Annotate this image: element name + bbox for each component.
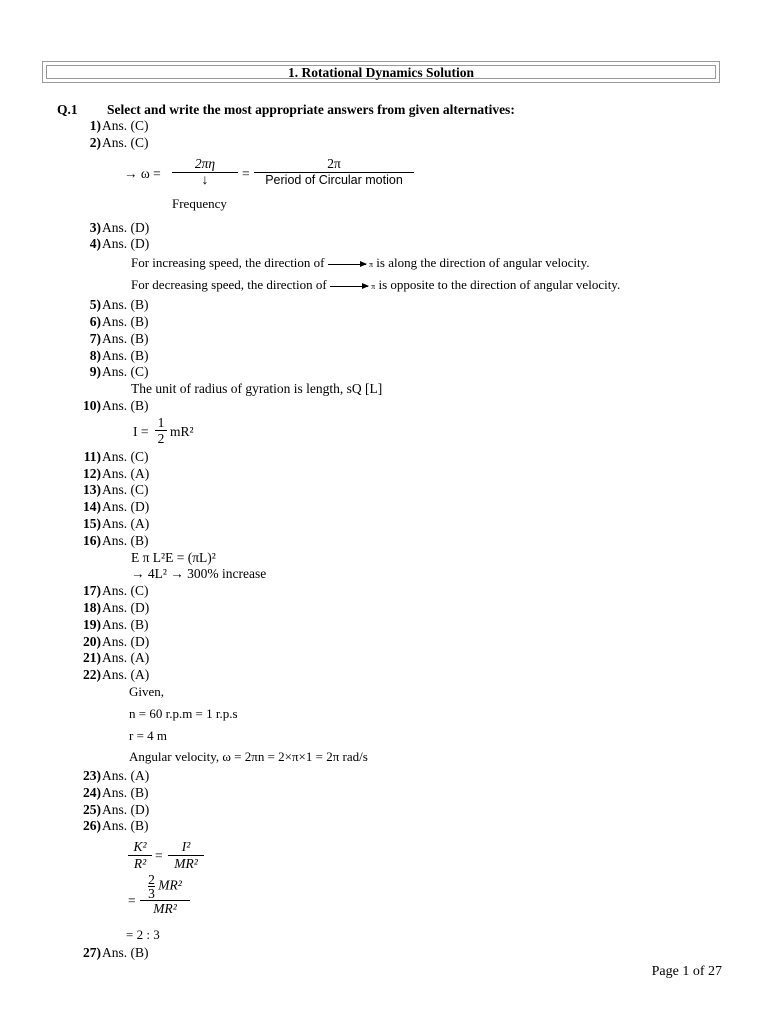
answer-number: 5)	[89, 297, 101, 313]
q26-r2: R²	[133, 856, 147, 872]
answer-row	[0, 364, 768, 381]
answer-text: Ans. (B)	[102, 532, 149, 548]
answer-text: Ans. (D)	[102, 236, 150, 252]
question-number: Q.1	[57, 102, 78, 117]
answer-row	[0, 650, 768, 667]
q2-eq: =	[242, 165, 250, 181]
right-arrow-icon	[328, 264, 366, 265]
q4-sub2: π	[371, 282, 376, 292]
answer-number: 17)	[83, 583, 101, 599]
answer-number: 1)	[89, 118, 101, 133]
q26-eq1: =	[155, 848, 163, 864]
q2-den2: Period of Circular motion	[265, 172, 403, 187]
answer-text: Ans. (D)	[102, 219, 150, 235]
answer-text: Ans. (C)	[102, 448, 149, 464]
answer-text: Ans. (C)	[102, 134, 149, 150]
answer-number: 12)	[83, 465, 101, 481]
answer-row	[0, 466, 768, 483]
answer-list	[0, 118, 768, 962]
q26-i2: I²	[168, 839, 204, 856]
answer-text: Ans. (B)	[102, 397, 149, 413]
answer-text: Ans. (B)	[102, 818, 149, 834]
answer-text: Ans. (B)	[102, 313, 149, 329]
answer-number: 14)	[83, 499, 101, 515]
page-title: 1. Rotational Dynamics Solution	[46, 65, 716, 79]
answer-number: 3)	[89, 219, 101, 235]
answer-text: Ans. (B)	[102, 297, 149, 313]
q22-explanation	[0, 684, 768, 768]
q26-eq2: =	[128, 893, 136, 909]
q10-den: 2	[157, 430, 165, 446]
answer-row	[0, 236, 768, 253]
page-footer: Page 1 of 27	[651, 964, 722, 979]
q16-note-1: E π L²E = (πL)²	[131, 549, 216, 565]
q26-two: 2	[148, 872, 155, 888]
answer-number: 18)	[83, 599, 101, 615]
answer-number: 4)	[89, 236, 101, 252]
answer-text: Ans. (D)	[102, 801, 150, 817]
q10-formula	[0, 415, 768, 449]
answer-number: 7)	[89, 330, 101, 346]
answer-row	[0, 818, 768, 835]
q10-rhs: mR²	[170, 423, 194, 439]
q4-explanation	[0, 253, 768, 297]
q2-lhs: → ω =	[124, 165, 161, 181]
answer-row	[0, 802, 768, 819]
answer-number: 2)	[89, 134, 101, 150]
q26-mr2c: MR²	[153, 901, 177, 917]
answer-text: Ans. (B)	[102, 330, 149, 346]
q10-num: 1	[155, 415, 167, 431]
answer-row	[0, 314, 768, 331]
q26-result: = 2 : 3	[126, 927, 160, 943]
note-row	[0, 381, 768, 398]
q26-frac-big	[140, 873, 190, 916]
answer-number: 11)	[83, 448, 101, 464]
answer-row	[0, 449, 768, 466]
answer-row	[0, 331, 768, 348]
q4-line1-a: For increasing speed, the direction of	[131, 255, 325, 271]
q4-line1-b: is along the direction of angular velocity.	[376, 255, 590, 271]
answer-row	[0, 785, 768, 802]
down-arrow-icon: ↓	[201, 172, 209, 188]
answer-text: Ans. (B)	[102, 945, 149, 961]
q26-frac-kr	[128, 839, 152, 872]
answer-number: 24)	[83, 784, 101, 800]
q10-frac	[155, 415, 167, 446]
answer-text: Ans. (B)	[102, 347, 149, 363]
answer-text: Ans. (D)	[102, 599, 150, 615]
question-heading	[57, 102, 515, 118]
answer-row	[0, 297, 768, 314]
answer-number: 15)	[83, 515, 101, 531]
q16-note-2: → 4L² → 300% increase	[131, 566, 267, 582]
q22-line-4: Angular velocity, ω = 2πn = 2×π×1 = 2π rad/s	[129, 748, 368, 764]
note-row	[0, 550, 768, 567]
answer-text: Ans. (B)	[102, 784, 149, 800]
answer-row	[0, 617, 768, 634]
title-box	[42, 61, 720, 83]
answer-number: 26)	[83, 818, 101, 834]
q4-line2-a: For decreasing speed, the direction of	[131, 277, 327, 293]
answer-row	[0, 499, 768, 516]
q22-line-3: r = 4 m	[129, 727, 168, 743]
q26-formula	[0, 835, 768, 945]
answer-row	[0, 583, 768, 600]
q22-line-2: n = 60 r.p.m = 1 r.p.s	[129, 705, 238, 721]
q4-line2	[131, 277, 620, 293]
q4-line2-b: is opposite to the direction of angular velocity.	[378, 277, 621, 293]
answer-text: Ans. (C)	[102, 118, 149, 133]
q26-three: 3	[148, 886, 155, 902]
answer-text: Ans. (A)	[102, 515, 150, 531]
answer-number: 10)	[83, 397, 101, 413]
q4-sub1: π	[369, 260, 374, 270]
answer-row	[0, 118, 768, 135]
answer-number: 25)	[83, 801, 101, 817]
answer-text: Ans. (A)	[102, 667, 150, 683]
answer-text: Ans. (C)	[102, 583, 149, 599]
q2-formula	[0, 152, 768, 220]
q2-under: Frequency	[172, 195, 227, 211]
q22-line-1: Given,	[129, 683, 165, 699]
answer-text: Ans. (C)	[102, 364, 149, 380]
answer-text: Ans. (C)	[102, 482, 149, 498]
answer-number: 9)	[89, 364, 101, 380]
q26-k2: K²	[128, 839, 152, 856]
q26-mr2b: MR²	[158, 877, 182, 893]
q2-frac1	[172, 156, 238, 188]
answer-row	[0, 348, 768, 365]
answer-number: 21)	[83, 650, 101, 666]
answer-number: 20)	[83, 633, 101, 649]
answer-text: Ans. (A)	[102, 465, 150, 481]
answer-number: 13)	[83, 482, 101, 498]
q9-note: The unit of radius of gyration is length, sQ [L]	[131, 381, 383, 397]
q26-frac-23	[148, 873, 155, 900]
answer-row	[0, 135, 768, 152]
answer-number: 19)	[83, 616, 101, 632]
answer-text: Ans. (B)	[102, 616, 149, 632]
answer-number: 16)	[83, 532, 101, 548]
answer-row	[0, 516, 768, 533]
answer-number: 8)	[89, 347, 101, 363]
q2-num2: 2π	[254, 156, 414, 173]
right-arrow-icon	[330, 286, 368, 287]
answer-number: 27)	[83, 945, 101, 961]
question-text: Select and write the most appropriate answers from given alternatives:	[107, 102, 515, 117]
answer-row	[0, 398, 768, 415]
answer-text: Ans. (D)	[102, 633, 150, 649]
answer-row	[0, 768, 768, 785]
q26-frac-imr	[168, 839, 204, 872]
answer-number: 22)	[83, 667, 101, 683]
answer-number: 6)	[89, 313, 101, 329]
answer-row	[0, 600, 768, 617]
answer-text: Ans. (A)	[102, 767, 150, 783]
answer-row	[0, 220, 768, 237]
note-row	[0, 566, 768, 583]
answer-text: Ans. (A)	[102, 650, 150, 666]
answer-row	[0, 667, 768, 684]
answer-row	[0, 482, 768, 499]
q26-big-num	[140, 873, 190, 901]
q10-lhs: I =	[133, 423, 149, 439]
answer-row	[0, 945, 768, 962]
q2-num1: 2πη	[172, 156, 238, 173]
q2-frac2	[254, 156, 414, 187]
q26-mr2a: MR²	[174, 856, 198, 872]
answer-number: 23)	[83, 767, 101, 783]
answer-row	[0, 634, 768, 651]
answer-row	[0, 533, 768, 550]
answer-text: Ans. (D)	[102, 499, 150, 515]
q4-line1	[131, 255, 590, 271]
